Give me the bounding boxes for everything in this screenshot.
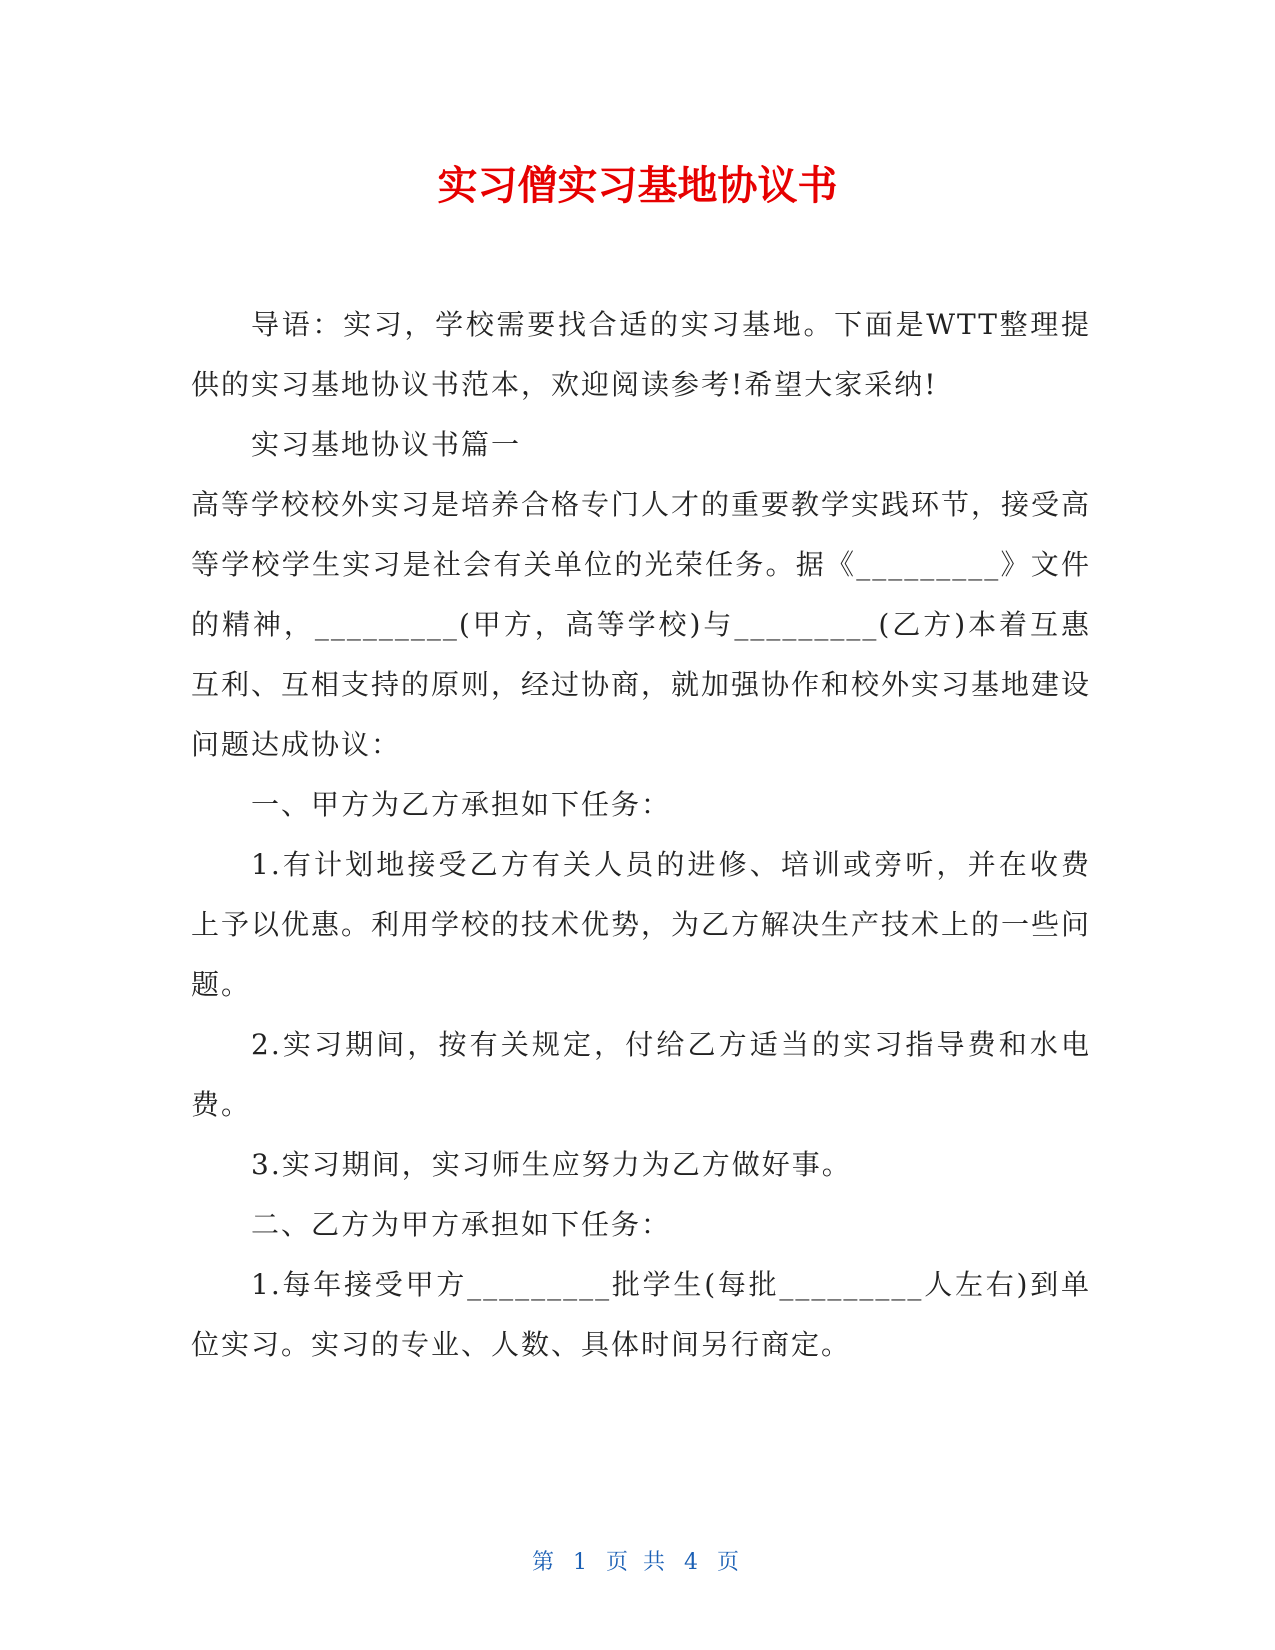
paragraph-section-heading: 实习基地协议书篇一 — [251, 428, 522, 461]
paragraph-party-a-item-1: 1.有计划地接受乙方有关人员的进修、培训或旁听，并在收费上予以优惠。利用学校的技术优势，为乙方解决生产技术上的一些问题。 — [191, 848, 1092, 1001]
paragraph-preamble: 高等学校校外实习是培养合格专门人才的重要教学实践环节，接受高等学校学生实习是社会有关单位的光荣任务。据《_________》文件的精神，_________(甲方，高等学校)与_________(乙方)本着互惠互利、互相支持的原则，经过协商，就加强协作和校外实习基地建设问题达成协议： — [191, 488, 1092, 761]
paragraph-party-b-item-1: 1.每年接受甲方_________批学生(每批_________人左右)到单位实习。实习的专业、人数、具体时间另行商定。 — [191, 1268, 1091, 1361]
footer-prefix: 第 — [531, 1550, 558, 1575]
page-footer — [0, 1545, 1275, 1576]
paragraph-party-a-heading: 一、甲方为乙方承担如下任务： — [251, 788, 672, 821]
paragraph-party-a-item-3: 3.实习期间，实习师生应努力为乙方做好事。 — [251, 1148, 852, 1181]
footer-suffix: 页 — [717, 1550, 744, 1575]
footer-current-page: 1 — [573, 1550, 591, 1575]
document-body — [191, 295, 1091, 1375]
paragraph-party-a-item-2: 2.实习期间，按有关规定，付给乙方适当的实习指导费和水电费。 — [191, 1028, 1091, 1121]
footer-total-pages: 4 — [684, 1550, 702, 1575]
document-title: 实习僧实习基地协议书 — [437, 163, 838, 209]
paragraph-intro: 导语：实习，学校需要找合适的实习基地。下面是WTT整理提供的实习基地协议书范本，欢迎阅读参考!希望大家采纳! — [191, 308, 1091, 401]
paragraph-party-b-heading: 二、乙方为甲方承担如下任务： — [251, 1208, 672, 1241]
footer-middle: 页 共 — [606, 1550, 669, 1575]
